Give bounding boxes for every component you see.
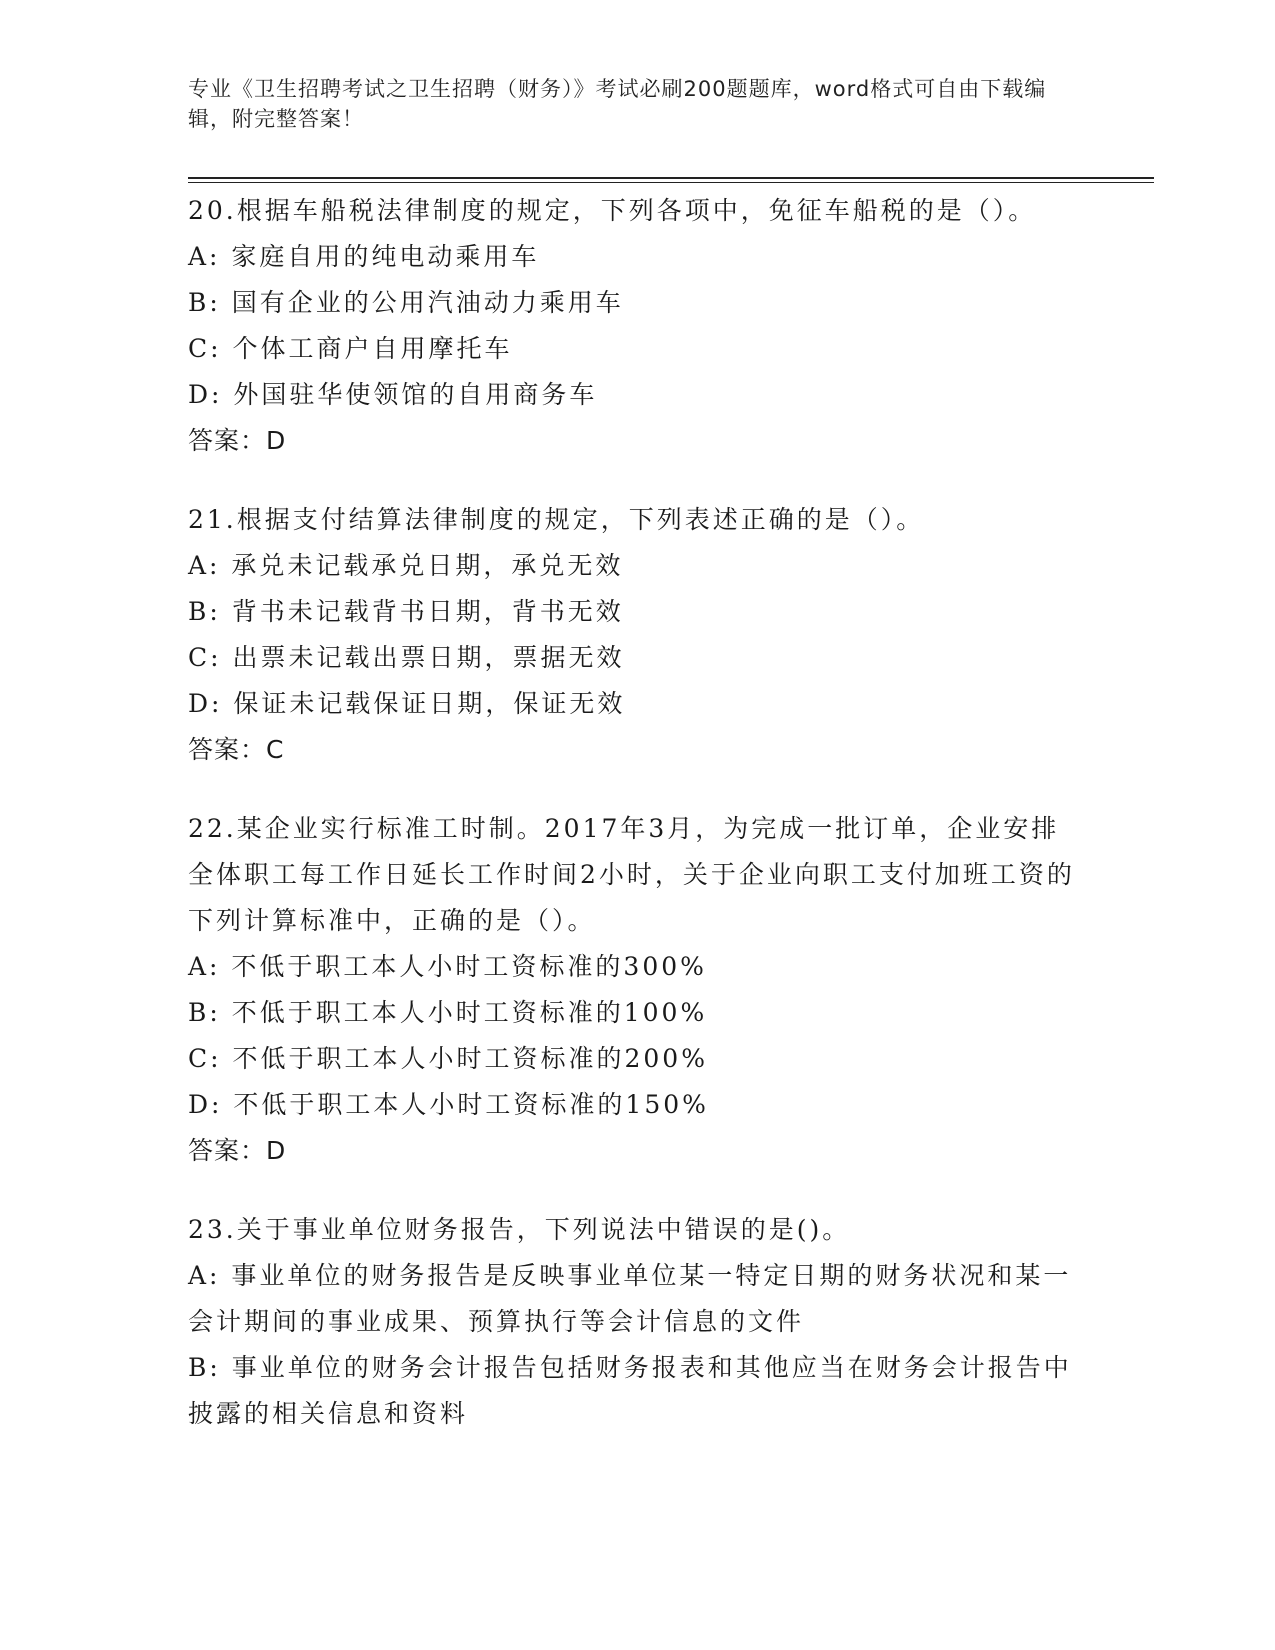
- answer-line: 答案：C: [188, 735, 285, 764]
- option-a: A: 家庭自用的纯电动乘用车: [188, 242, 540, 271]
- answer-line: 答案：D: [188, 1136, 287, 1165]
- question-21: [188, 497, 1078, 773]
- question-20: [188, 188, 1078, 464]
- header-divider-thick: [188, 177, 1154, 179]
- option-a: A: 承兑未记载承兑日期，承兑无效: [188, 551, 624, 580]
- option-b: B: 背书未记载背书日期，背书无效: [188, 597, 624, 626]
- question-text: 21.根据支付结算法律制度的规定，下列表述正确的是（）。: [188, 505, 925, 534]
- question-23: [188, 1207, 1078, 1437]
- question-22: [188, 806, 1078, 1174]
- option-b: B: 国有企业的公用汽油动力乘用车: [188, 288, 624, 317]
- option-b: B: 不低于职工本人小时工资标准的100%: [188, 998, 708, 1027]
- option-c: C: 不低于职工本人小时工资标准的200%: [188, 1044, 708, 1073]
- header-divider-thin: [188, 182, 1154, 183]
- option-c: C: 个体工商户自用摩托车: [188, 334, 513, 363]
- option-b: B: 事业单位的财务会计报告包括财务报表和其他应当在财务会计报告中披露的相关信息和资料: [188, 1353, 1072, 1428]
- option-a: A: 事业单位的财务报告是反映事业单位某一特定日期的财务状况和某一会计期间的事业成果、预算执行等会计信息的文件: [188, 1261, 1072, 1336]
- option-d: D: 保证未记载保证日期，保证无效: [188, 689, 626, 718]
- question-text: 22.某企业实行标准工时制。2017年3月，为完成一批订单，企业安排全体职工每工作日延长工作时间2小时，关于企业向职工支付加班工资的下列计算标准中，正确的是（）。: [188, 814, 1075, 935]
- option-d: D: 不低于职工本人小时工资标准的150%: [188, 1090, 709, 1119]
- question-text: 23.关于事业单位财务报告，下列说法中错误的是()。: [188, 1215, 851, 1244]
- option-c: C: 出票未记载出票日期，票据无效: [188, 643, 625, 672]
- question-list: [188, 188, 1078, 1470]
- option-a: A: 不低于职工本人小时工资标准的300%: [188, 952, 707, 981]
- question-text: 20.根据车船税法律制度的规定，下列各项中，免征车船税的是（）。: [188, 196, 1037, 225]
- option-d: D: 外国驻华使领馆的自用商务车: [188, 380, 598, 409]
- answer-line: 答案：D: [188, 426, 287, 455]
- document-header: 专业《卫生招聘考试之卫生招聘（财务）》考试必刷200题题库，word格式可自由下载编辑，附完整答案！: [188, 77, 1047, 131]
